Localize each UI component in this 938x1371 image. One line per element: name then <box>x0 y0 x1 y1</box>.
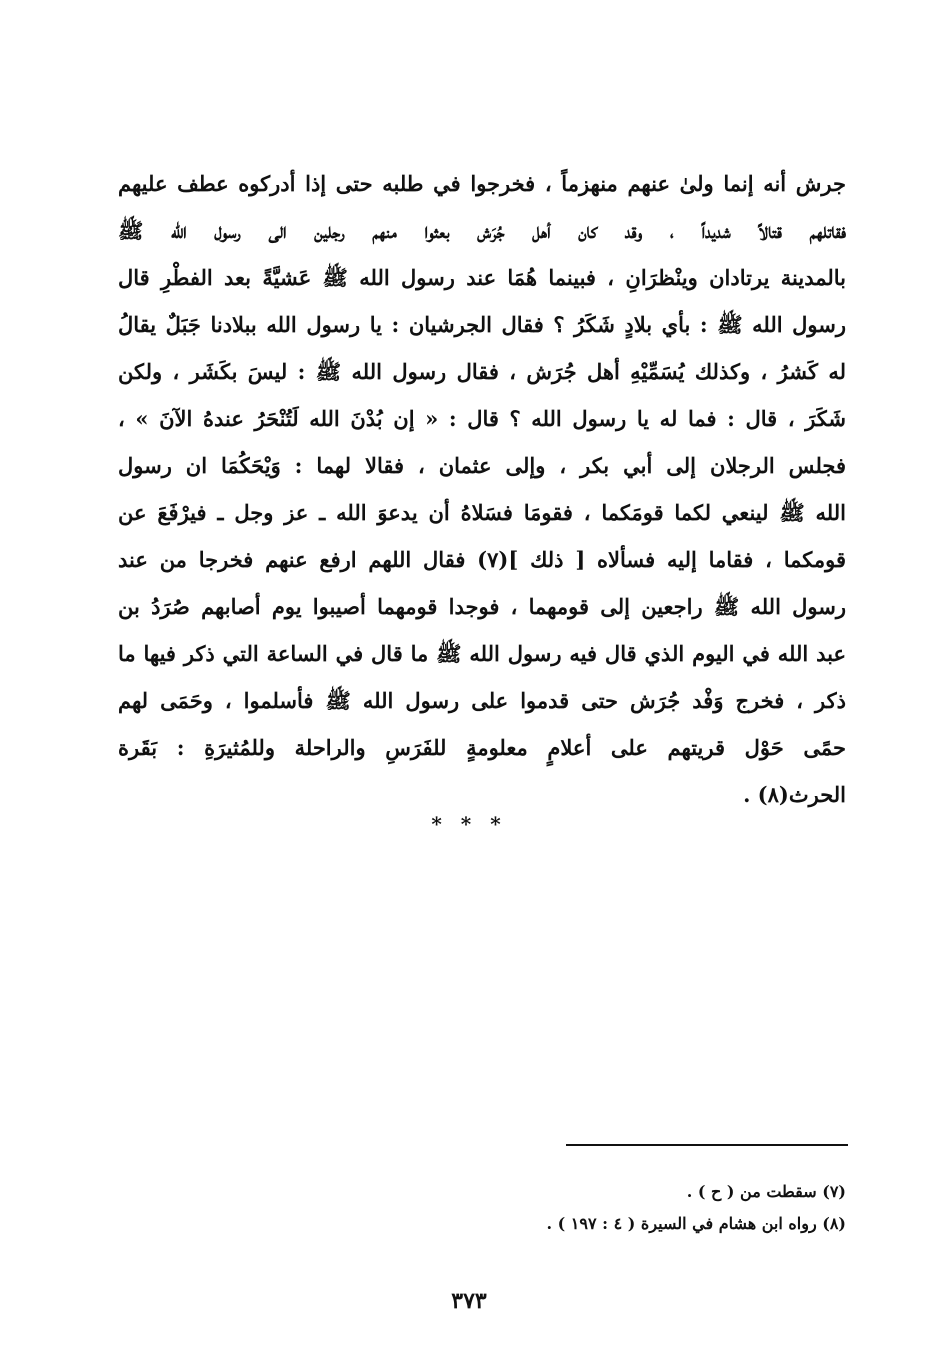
text-line: رسول الله ﷺ : بأي بلادٍ شَكَرُ ؟ فقال الجرشيان : يا رسول الله ببلادنا جَبَلٌ يقالُ <box>118 312 846 337</box>
text-line: حمًى حَوْل قريتهم على أعلامٍ معلومةٍ للفَرَسِ والراحلة وللمُثيرَةِ : بَقَرة <box>118 735 846 760</box>
main-text-block <box>118 160 846 818</box>
text-line: شَكَرَ ، قال : فما له يا رسول الله ؟ قال : « إن بُدْنَ الله لَتُنْحَرُ عندهُ الآنَ » ، <box>118 406 846 431</box>
text-line: رسول الله ﷺ راجعين إلى قومهما ، فوجدا قومهما أصيبوا يوم أصابهم صُرَدُ بن <box>118 594 846 619</box>
text-line: فقاتلهم قتالاً شديداً ، وقد كان أهل جُرَش بعثوا منهم رجلين الى رسول الله ﷺ <box>118 218 846 243</box>
text-line: الله ﷺ لينعي لكما قومَكما ، فقومَا فسَلاهُ أن يدعوَ الله ـ عز وجل ـ فيرْفَعَ عن <box>118 500 846 525</box>
text-line: عبد الله في اليوم الذي قال فيه رسول الله ﷺ ما قال في الساعة التي ذكر فيها ما <box>118 641 846 666</box>
text-line: ذكر ، فخرج وَفْد جُرَش حتى قدموا على رسول الله ﷺ فأسلموا ، وحَمَى لهم <box>118 688 846 713</box>
text-line: جرش أنه إنما ولىٰ عنهم منهزماً ، فخرجوا في طلبه حتى إذا أدركوه عطف عليهم <box>118 171 846 196</box>
footnote-7: (٧) سقطت من ( ح ) . <box>686 1182 846 1201</box>
text-line: قومكما ، فقاما إليه فسألاه [ ذلك ](٧) فقال اللهم ارفع عنهم فخرجا من عند <box>118 547 846 572</box>
footnote-8: (٨) رواه ابن هشام في السيرة ( ٤ : ١٩٧ ) . <box>546 1214 846 1233</box>
footnotes-block <box>400 1176 846 1240</box>
text-line-last: الحرث(٨) . <box>743 782 846 807</box>
text-line: له كَشرُ ، وكذلك يُسَمِّيْهِ أهل جُرَش ، فقال رسول الله ﷺ : ليسَ بكَشَر ، ولكن <box>118 359 846 384</box>
text-line: فجلس الرجلان إلى أبي بكر ، وإلى عثمان ، فقالا لهما : وَيْحَكُمَا ان رسول <box>118 453 846 478</box>
text-line: بالمدينة يرتادان وينْظرَانِ ، فبينما هُمَا عند رسول الله ﷺ عَشيَّةً بعد الفطْرِ قال <box>118 265 846 290</box>
footnote-divider <box>566 1144 848 1146</box>
page-number: ٣٧٣ <box>451 1288 487 1314</box>
section-separator: * * * <box>431 812 507 836</box>
